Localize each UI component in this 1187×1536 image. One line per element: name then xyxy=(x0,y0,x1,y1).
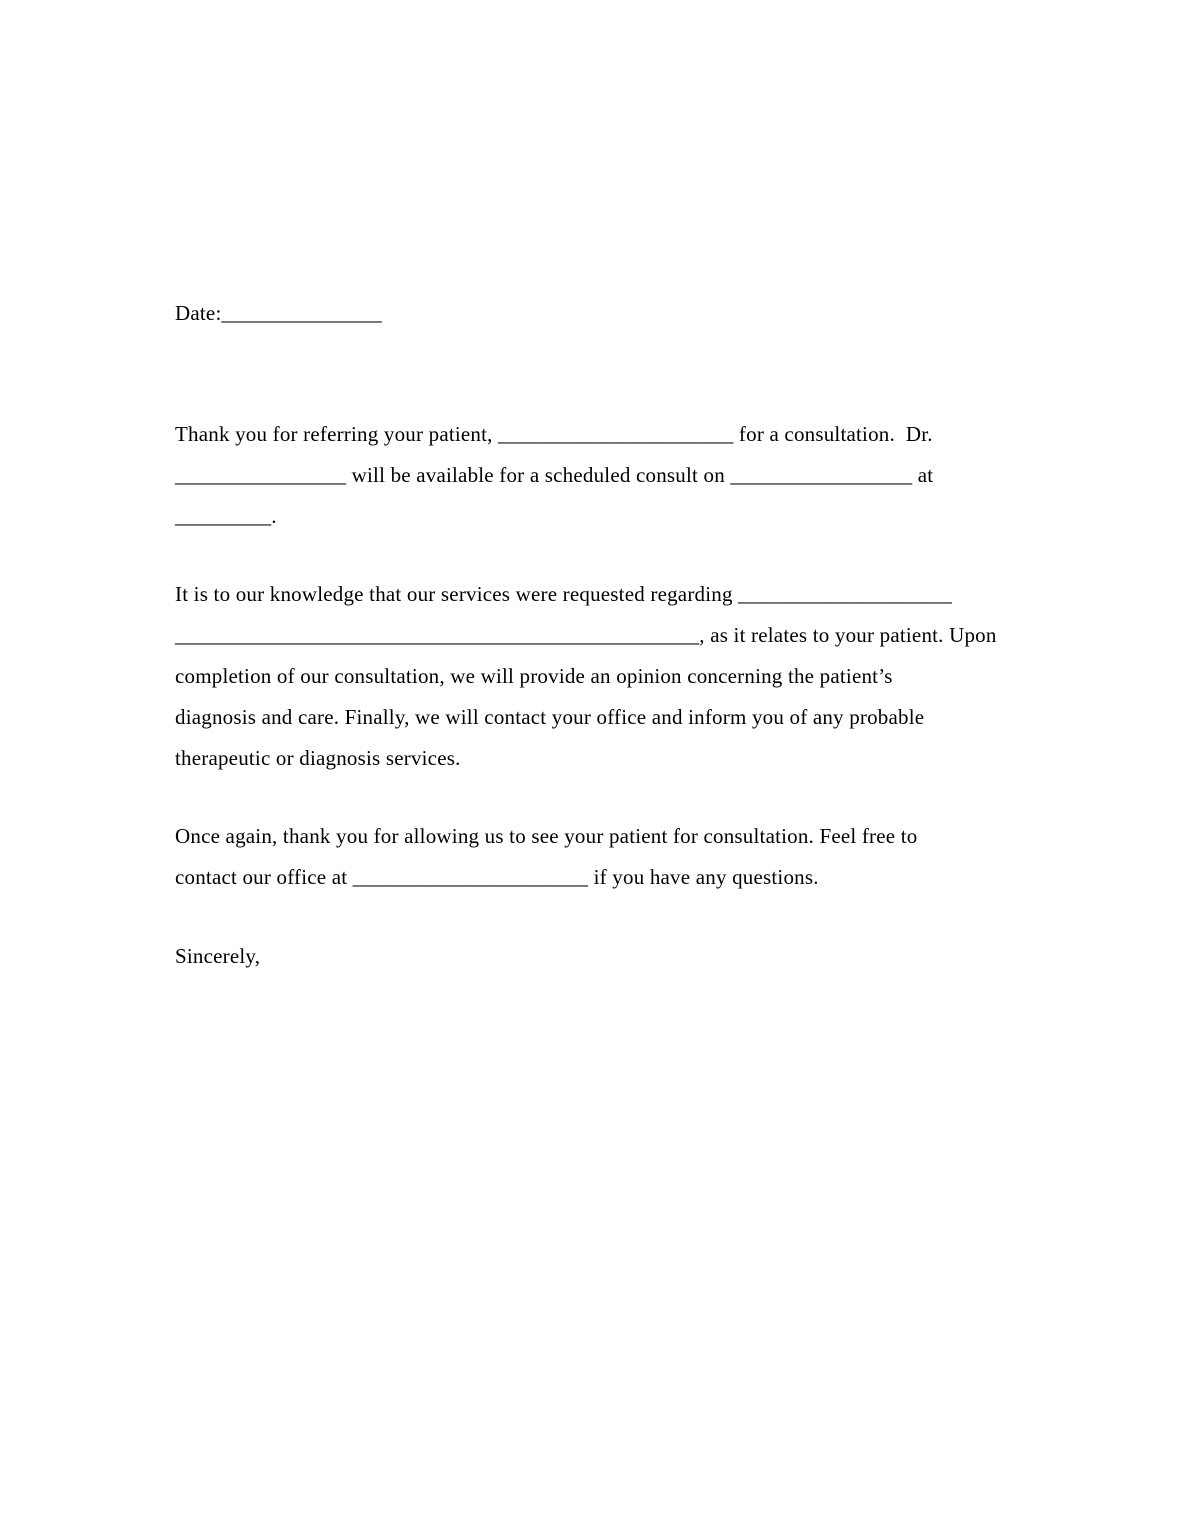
letter-line: Once again, thank you for allowing us to see your patient for consultation. Feel free to xyxy=(175,824,918,848)
letter-line: contact our office at ______________________ if you have any questions. xyxy=(175,865,819,889)
letter-line: Thank you for referring your patient, ______________________ for a consultation. Dr. xyxy=(175,422,933,446)
paragraph-services-knowledge xyxy=(175,574,1027,779)
letter-line: therapeutic or diagnosis services. xyxy=(175,746,461,770)
letter-line: _________________________________________________, as it relates to your patient. Upon xyxy=(175,623,997,647)
closing-line: Sincerely, xyxy=(175,944,261,968)
date-blank-field: _______________ xyxy=(221,301,382,325)
letter-line: completion of our consultation, we will provide an opinion concerning the patient’s xyxy=(175,664,893,688)
letter-line: diagnosis and care. Finally, we will contact your office and inform you of any probable xyxy=(175,705,925,729)
letter-line: _________. xyxy=(175,504,277,528)
date-label: Date: xyxy=(175,301,222,325)
date-line xyxy=(175,293,1027,334)
paragraph-thanks-contact xyxy=(175,816,1027,898)
letter-line: ________________ will be available for a scheduled consult on _________________ at xyxy=(175,463,934,487)
paragraph-referral-intro xyxy=(175,414,1027,537)
letter-line: It is to our knowledge that our services were requested regarding ____________________ xyxy=(175,582,953,606)
